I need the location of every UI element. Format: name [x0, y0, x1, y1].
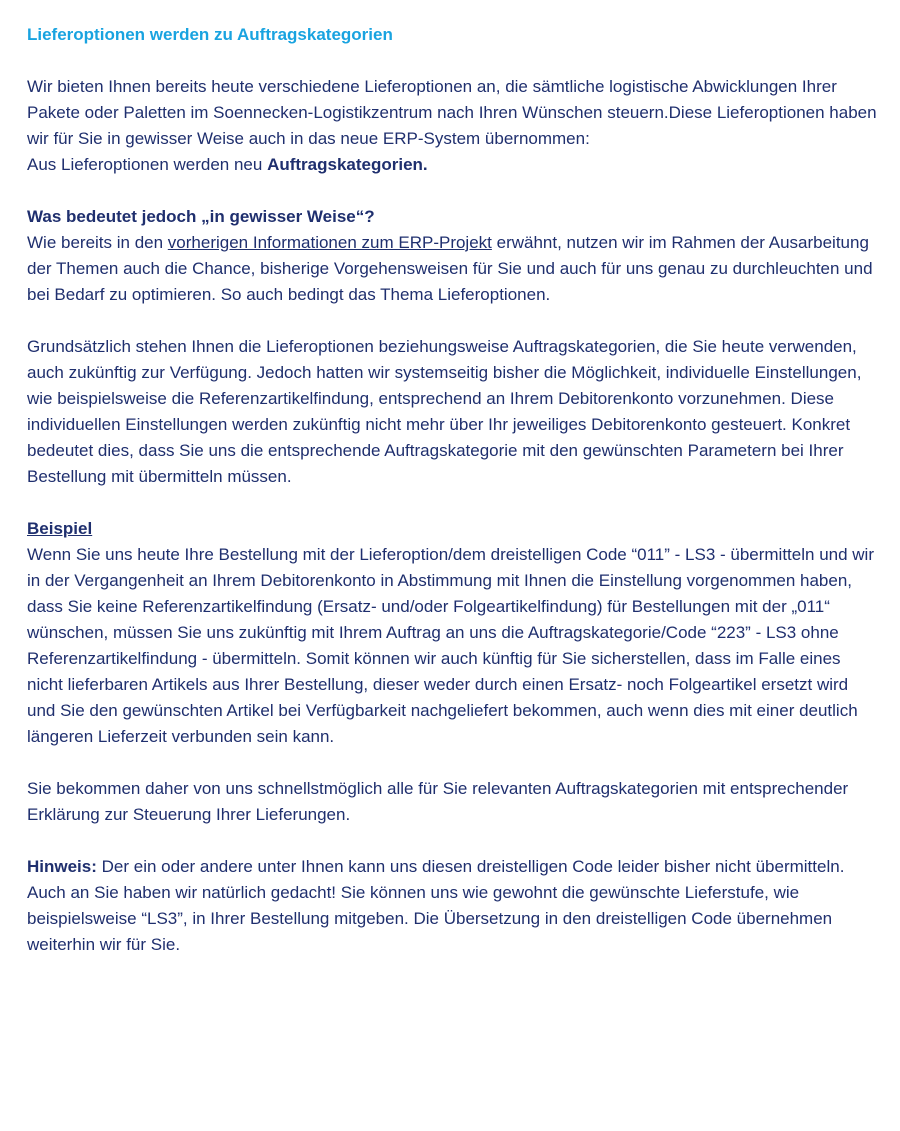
paragraph-grundsaetzlich: Grundsätzlich stehen Ihnen die Lieferoptionen beziehungsweise Auftragskategorien, die Sie heute verwenden, auch zukünftig zur Verfügung. Jedoch hatten wir systemseitig bisher die Möglichkeit, individuelle Einstellungen, wie beispielsweise die Referenzartikelfindung, entsprechend an Ihrem Debitorenkonto vorzunehmen. Diese individuellen Einstellungen werden zukünftig nicht mehr über Ihr jeweiliges Debitorenkonto gesteuert. Konkret bedeutet dies, dass Sie uns die entsprechende Auftragskategorie mit den gewünschten Parametern bei Ihrer Bestellung mit übermitteln müssen. — [27, 337, 862, 486]
section-gewisser-weise-heading: Was bedeutet jedoch „in gewisser Weise“? — [27, 207, 375, 226]
example-text: Wenn Sie uns heute Ihre Bestellung mit der Lieferoption/dem dreistelligen Code “011” - LS3 - übermitteln und wir in der Vergangenheit an Ihrem Debitorenkonto in Abstimmung mit Ihnen die Einstellung vorgenommen haben, dass Sie keine Referenzartikelfindung (Ersatz- und/oder Folgeartikelfindung) für Bestellungen mit der „011“ wünschen, müssen Sie uns zukünftig mit Ihrem Auftrag an uns die Auftragskategorie/Code “223” - LS3 ohne Referenzartikelfindung - übermitteln. Somit können wir auch künftig für Sie sicherstellen, dass im Falle eines nicht lieferbaren Artikels aus Ihrer Bestellung, dieser weder durch einen Ersatz- noch Folgeartikel ersetzt wird und Sie den gewünschten Artikel bei Verfügbarkeit nachgeliefert bekommen, auch wenn dies mit einer deutlich längeren Lieferzeit verbunden sein kann. — [27, 545, 874, 746]
erp-project-info-link[interactable]: vorherigen Informationen zum ERP-Projekt — [167, 233, 492, 252]
section-text-after-link: erwähnt, nutzen wir im Rahmen der Ausarbeitung der Themen auch die Chance, bisherige Vorgehensweisen für Sie und auch für uns genau zu durchleuchten und bei Bedarf zu optimieren. So auch bedingt das Thema Lieferoptionen. — [27, 233, 873, 304]
intro-line-2-prefix: Aus Lieferoptionen werden neu — [27, 155, 268, 174]
intro-paragraph — [27, 74, 877, 178]
note-paragraph — [27, 854, 877, 958]
intro-line-2 — [27, 152, 877, 178]
document-page — [27, 22, 877, 958]
paragraph-relevant-categories: Sie bekommen daher von uns schnellstmöglich alle für Sie relevanten Auftragskategorien mit entsprechender Erklärung zur Steuerung Ihrer Lieferungen. — [27, 779, 849, 824]
document-title: Lieferoptionen werden zu Auftragskategorien — [27, 25, 393, 44]
intro-text: Wir bieten Ihnen bereits heute verschiedene Lieferoptionen an, die sämtliche logistische Abwicklungen Ihrer Pakete oder Paletten im Soennecken-Logistikzentrum nach Ihren Wünschen steuern.Diese Lieferoptionen haben wir für Sie in gewisser Weise auch in das neue ERP-System übernommen: — [27, 77, 877, 148]
intro-line-2-bold: Auftragskategorien. — [267, 155, 428, 174]
section-example — [27, 516, 877, 750]
note-label: Hinweis: — [27, 857, 97, 876]
section-gewisser-weise-text — [27, 230, 877, 308]
section-gewisser-weise — [27, 204, 877, 308]
section-text-before-link: Wie bereits in den — [27, 233, 168, 252]
example-heading: Beispiel — [27, 519, 93, 538]
note-text: Der ein oder andere unter Ihnen kann uns diesen dreistelligen Code leider bisher nicht übermitteln. Auch an Sie haben wir natürlich gedacht! Sie können uns wie gewohnt die gewünschte Lieferstufe, wie beispielsweise “LS3”, in Ihrer Bestellung mitgeben. Die Übersetzung in den dreistelligen Code übernehmen weiterhin wir für Sie. — [27, 857, 845, 954]
